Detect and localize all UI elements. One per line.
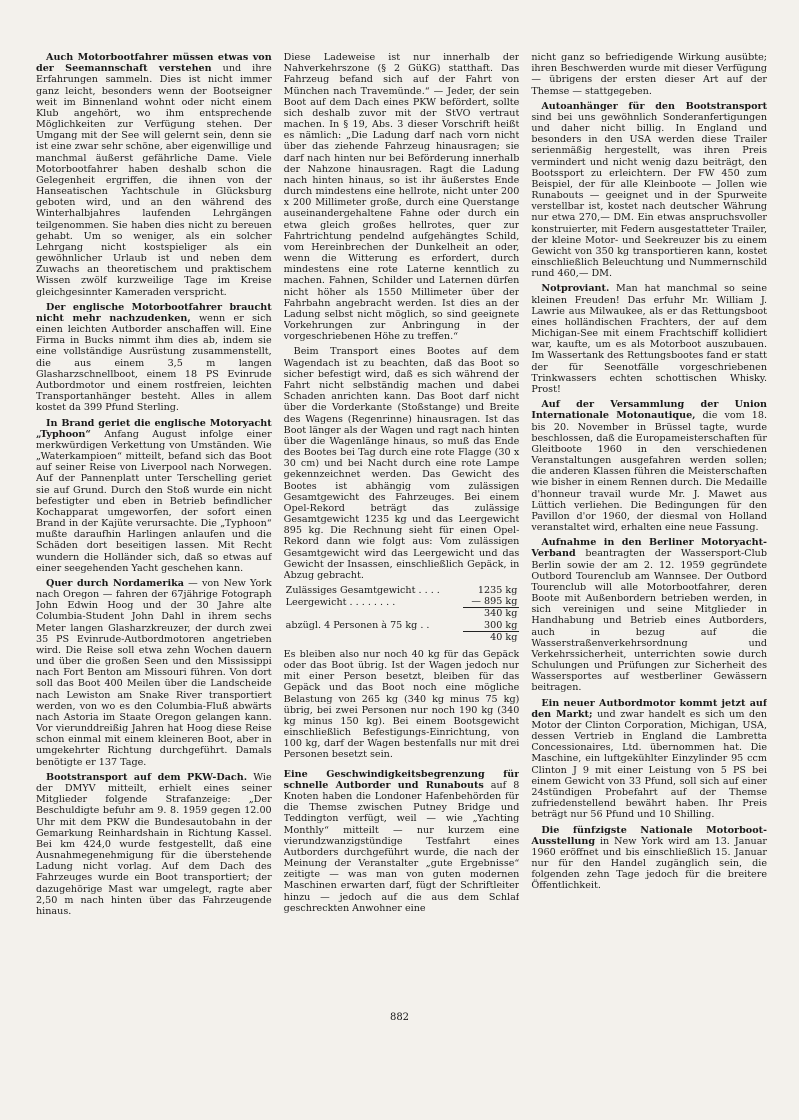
page-number: 882: [389, 1012, 410, 1023]
three-column-body: [36, 52, 767, 1062]
calc-label: abzügl. 4 Personen à 75 kg . .: [285, 619, 430, 631]
weight-calculation-table: [284, 585, 520, 643]
calc-row: [284, 608, 520, 620]
article-heading: Der englische Motorbootfahrer braucht nicht mehr nachzudenken,: [36, 301, 272, 324]
article-notproviant: [531, 283, 767, 395]
article-pkw-dach: [36, 772, 272, 917]
article-typhoon: [36, 418, 272, 574]
article-englische-motorbootfahrer: [36, 302, 272, 414]
article-text: sind bei uns gewöhnlich Sonderanfertigungen und daher nicht billig. In England und besonders in den USA werden diese Trailer serienmäßig hergestellt, was ihren Preis vermindert und nicht wenig dazu beiträgt, den Bootssport zu erleichtern. Der FW 450 zum Beispiel, der für alle Kleinboote — Jollen wie Runabouts — geeignet und in der Spurweite verstellbar ist, kostet nach deutscher Währung nur etwa 270,— DM. Ein etwas anspruchsvoller konstruierter, mit Federn ausgestatteter Trailer, der kleine Motor- und Seekreuzer bis zu einem Gewicht von 350 kg transportieren kann, kostet einschließlich Beleuchtung und Nummernschild rund 460,— DM.: [531, 111, 768, 280]
article-heading: Bootstransport auf dem PKW-Dach.: [46, 771, 248, 783]
calc-label: [284, 608, 463, 620]
calc-value: 340 kg: [463, 608, 520, 620]
article-text: und zwar handelt es sich um den Motor der Clinton Corporation, Michigan, USA, dessen Vertrieb in England die Lambretta Concessionaires, Ltd. übernommen hat. Die Maschine, ein luftgekühlter Einzylinder 95 ccm Clinton J 9 mit einer Leistung von 5 PS bei einem Gewicht von 33 Pfund, soll sich auf einer 24stündigen Probefahrt auf der Themse zufriedenstellend bewährt haben. Ihr Preis beträgt nur 56 Pfund und 10 Shilling.: [531, 708, 768, 821]
article-text: wenn er sich einen leichten Autborder anschaffen will. Eine Firma in Bucks nimmt ihm dies ab, indem sie eine vollständige Ausrüstung zusammenstellt, die aus einem 3,5 m langen Glasharzschnellboot, einem 18 PS Evinrude Autbordmotor und einem rostfreien, leichten Transportanhänger besteht. Alles in allem kostet da 399 Pfund Sterling.: [36, 312, 272, 414]
calc-row: [284, 620, 520, 632]
article-text: Wie der DMYV mitteilt, erhielt eines seiner Mitglieder folgende Strafanzeige: „Der Beschuldigte befuhr am 9. 8. 1959 gegen 12.00 Uhr mit dem PKW die Bundesautobahn in der Gemarkung Reinhardshain in Richtung Kassel. Bei km 424,0 wurde festgestellt, daß eine Ausnahmegenehmigung für die überstehende Ladung nicht vorlag. Auf dem Dach des Fahrzeuges wurde ein Boot transportiert; der dazugehörige Mast war umgelegt, ragte aber 2,50 m nach hinten über das Fahrzeugende hinaus.: [36, 771, 272, 917]
article-union-motonautique: [531, 399, 767, 533]
article-heading: Autoanhänger für den Bootstransport: [541, 100, 768, 112]
article-heading: In Brand geriet die englische Motoryacht „Typhoon“: [36, 417, 272, 440]
article-transport-hinweise: Beim Transport eines Bootes auf dem Wagendach ist zu beachten, daß das Boot so sicher befestigt wird, daß es sich während der Fahrt nicht selbständig machen und dabei Schaden anrichten kann. Das Boot darf nicht über die Vorderkante (Stoßstange) und Breite des Wagens (Regenrinne) hinausragen. Ist das Boot länger als der Wagen und ragt nach hinten über die Wagenlänge hinaus, so muß das Ende des Bootes bei Tag durch eine rote Flagge (30 x 30 cm) und bei Nacht durch eine rote Lampe gekennzeichnet werden. Das Gewicht des Bootes ist abhängig vom zulässigen Gesamtgewicht des Fahrzeuges. Bei einem Opel-Rekord beträgt das zulässige Gesamtgewicht 1235 kg und das Leergewicht 895 kg. Die Rechnung sieht für einen Opel-Rekord dann wie folgt aus: Vom zulässigen Gesamtgewicht wird das Leergewicht und das Gewicht der Insassen, einschließlich Gepäck, in Abzug gebracht.: [283, 346, 520, 581]
calc-label: Zulässiges Gesamtgewicht . . . .: [285, 585, 440, 597]
article-heading: Auch Motorbootfahrer müssen etwas von der Seemannschaft verstehen: [36, 52, 272, 75]
article-heading: Notproviant.: [541, 283, 610, 295]
article-text: Man hat manchmal so seine kleinen Freuden! Das erfuhr Mr. William J. Lawrie aus Milwaukee, als er das Rettungsboot eines holländischen Frachters, der auf dem Michigan-See mit einem Frachtschiff kollidiert war, kaufte, um es als Motorboot auszubauen. Im Wassertank des Rettungsbootes fand er statt der für Seenotfälle vorgeschriebenen Trinkwassers echten schottischen Whisky. Prost!: [531, 283, 768, 395]
calc-value: 40 kg: [463, 631, 520, 643]
article-heading: Ein neuer Autbordmotor kommt jetzt auf den Markt;: [531, 697, 768, 720]
calc-row: [284, 585, 520, 596]
column-middle: [284, 52, 520, 1062]
calc-row: [284, 596, 520, 608]
article-themse-continued: nicht ganz so befriedigende Wirkung ausübte; ihren Beschwerden wurde mit dieser Verfügung — übrigens der ersten dieser Art auf der Themse — stattgegeben.: [531, 52, 768, 97]
article-heading: Eine Geschwindigkeitsbegrenzung für schnelle Autborder und Runabouts: [283, 768, 520, 791]
article-heading: Die fünfzigste Nationale Motorboot-Ausstellung: [531, 824, 768, 847]
article-text: in New York wird am 13. Januar 1960 eröffnet und bis einschließlich 15. Januar nur für den Handel zugänglich sein, die folgenden zehn Tage jedoch für die breitere Öffentlichkeit.: [531, 835, 768, 892]
article-seemannschaft: [36, 52, 272, 298]
article-berliner-verband: [531, 537, 767, 693]
article-heading: Aufnahme in den Berliner Motoryacht-Verband: [531, 537, 768, 560]
article-transport-ergebnis: Es bleiben also nur noch 40 kg für das Gepäck oder das Boot übrig. Ist der Wagen jedoch nur mit einer Person besetzt, bleiben für das Gepäck und das Boot noch eine mögliche Belastung von 265 kg (340 kg minus 75 kg) übrig, bei zwei Personen nur noch 190 kg (340 kg minus 150 kg). Bei einem Bootsgewicht einschließlich Befestigungs-Einrichtung, von 100 kg, darf der Wagen bestenfalls nur mit drei Personen besetzt sein.: [283, 648, 520, 761]
article-pkw-dach-continued: Diese Ladeweise ist nur innerhalb der Nahverkehrszone (§ 2 GüKG) statthaft. Das Fahrzeug befand sich auf der Fahrt von München nach Travemünde.“ — Jeder, der sein Boot auf dem Dach eines PKW befördert, sollte sich deshalb zuvor mit der StVO vertraut machen. In § 19, Abs. 3 dieser Vorschrift heißt es nämlich: „Die Ladung darf nach vorn nicht über das ziehende Fahrzeug hinausragen; sie darf nach hinten nur bei Beförderung innerhalb der Nahzone hinausragen. Ragt die Ladung nach hinten hinaus, so ist ihr äußerstes Ende durch mindestens eine hellrote, nicht unter 200 x 200 Millimeter große, durch eine Querstange auseinandergehaltene Fahne oder durch ein etwa gleich großes hellrotes, quer zur Fahrtrichtung pendelnd aufgehängtes Schild, vom Hereinbrechen der Dunkelheit an oder, wenn die Witterung es erfordert, durch mindestens eine rote Laterne kenntlich zu machen. Fahnen, Schilder und Laternen dürfen nicht höher als 1550 Millimeter über der Fahrbahn angebracht werden. Ist dies an der Ladung selbst nicht möglich, so sind geeignete Vorkehrungen zur Anbringung in der vorgeschriebenen Höhe zu treffen.“: [283, 52, 520, 343]
article-text: Anfang August infolge einer merkwürdigen Verkettung von Umständen. Wie „Waterkampioen“ mitteilt, befand sich das Boot auf seiner Reise von Liverpool nach Norwegen. Auf der Pannenplatt unter Terschelling geriet sie auf Grund. Durch den Stoß wurde ein nicht befestigter und eben in Betrieb befindlicher Kochapparat umgeworfen, der sofort einen Brand in der Kajüte verursachte. Die „Typhoon“ mußte daraufhin Harlingen anlaufen und die Schäden dort beseitigen lassen. Mit Recht wundern die Holländer sich, daß so etwas auf einer seegehenden Yacht geschehen kann.: [36, 428, 272, 574]
article-text: — von New York nach Oregon — fahren der 67jährige Fotograph John Edwin Hoog und der 30 Jahre alte Columbia-Student John Dahl in ihrem sechs Meter langen Glasharzkreuzer, der durch zwei 35 PS Evinrude-Autbordmotoren angetrieben wird. Die Reise soll etwa zehn Wochen dauern und über die großen Seen und den Mississippi nach Fort Benton am Missouri führen. Von dort soll das Boot 400 Meilen über die Landscheide nach Lewiston am Snake River transportiert werden, von wo es den Columbia-Fluß abwärts nach Astoria im Staate Oregon gelangen kann. Vor vierunddreißig Jahren hat Hoog diese Reise schon einmal mit einem kleineren Boot, aber in umgekehrter Richtung durchgeführt. Damals benötigte er 137 Tage.: [36, 577, 272, 768]
article-motorboot-ausstellung: [531, 825, 767, 892]
article-neuer-autbordmotor: [531, 698, 767, 821]
article-text: die vom 18. bis 20. November in Brüssel tagte, wurde beschlossen, daß die Europameisterschaften für Gleitboote 1960 in den verschiedenen Veranstaltungen ausgefahren werden sollen; die anderen Klassen führen die Meisterschaften wie bisher in einem Rennen durch. Die Medaille d'honneur travail wurde Mr. J. Mawet aus Lüttich verliehen. Die Bedingungen für den Pavillon d'or 1960, der diesmal von Holland veranstaltet wird, erhalten eine neue Fassung.: [531, 410, 768, 534]
column-right: [531, 52, 767, 1062]
calc-value: 1235 kg: [477, 585, 518, 597]
article-heading: Auf der Versammlung der Union Internationale Motonautique,: [531, 399, 768, 422]
article-text: auf 8 Knoten haben die Londoner Hafenbehörden für die Themse zwischen Putney Bridge und Teddington verfügt, weil — wie „Yachting Monthly“ mitteilt — nur kurzem eine vierundzwanzigstündige Testfahrt eines Autborders durchgeführt wurde, die nach der Meinung der Veranstalter „gute Ergebnisse“ zeitigte — was man von guten modernen Maschinen erwarten darf, fügt der Schriftleiter hinzu — jedoch auf die aus dem Schlaf geschreckten Anwohner eine: [283, 779, 520, 914]
article-geschwindigkeitsbegrenzung: [284, 769, 520, 914]
calc-value: — 895 kg: [471, 596, 518, 608]
article-text: und ihre Erfahrungen sammeln. Dies ist nicht immer ganz leicht, besonders wenn der Bootseigner weit im Binnenland wohnt oder nicht einem Klub angehört, wo ihm entsprechende Möglichkeiten zur Verfügung stehen. Der Umgang mit der See will gelernt sein, denn sie ist eine zwar sehr schöne, aber eigenwillige und manchmal äußerst gefährliche Dame. Viele Motorbootfahrer haben deshalb schon die Gelegenheit ergriffen, die ihnen von der Hanseatischen Yachtschule in Glücksburg geboten wird, und an den während des Winterhalbjahres laufenden Lehrgängen teilgenommen. Sie haben dies nicht zu bereuen gehabt. Um so weniger, als ein solcher Lehrgang nicht kostspieliger als ein gewöhnlicher Urlaub ist und neben dem Zuwachs an theoretischem und praktischem Wissen zwölf kurzweilige Tage im Kreise gleichgesinnter Kameraden verspricht.: [36, 63, 272, 298]
calc-value: 300 kg: [484, 619, 518, 631]
calc-label: [284, 631, 463, 643]
column-left: [36, 52, 272, 1062]
article-autoanhaenger: [531, 101, 767, 280]
calc-row: [284, 631, 520, 643]
article-heading: Quer durch Nordamerika: [46, 577, 184, 589]
article-text: beantragten der Wassersport-Club Berlin sowie der am 2. 12. 1959 gegründete Outbord Tourenclub am Wannsee. Der Outbord Tourenclub will alle Motorbootfahrer, deren Boote mit Außenbordern betrieben werden, in sich vereinigen und seine Mitglieder in Handhabung und Betrieb eines Autborders, auch in bezug auf die Wasserstraßenverkehrsordnung und Verkehrssicherheit, unterrichten sowie durch Schulungen und Prüfungen zur Sicherheit des Wassersportes auf westberliner Gewässern beitragen.: [531, 548, 768, 694]
article-nordamerika: [36, 578, 272, 768]
calc-label: Leergewicht . . . . . . . .: [285, 596, 396, 608]
